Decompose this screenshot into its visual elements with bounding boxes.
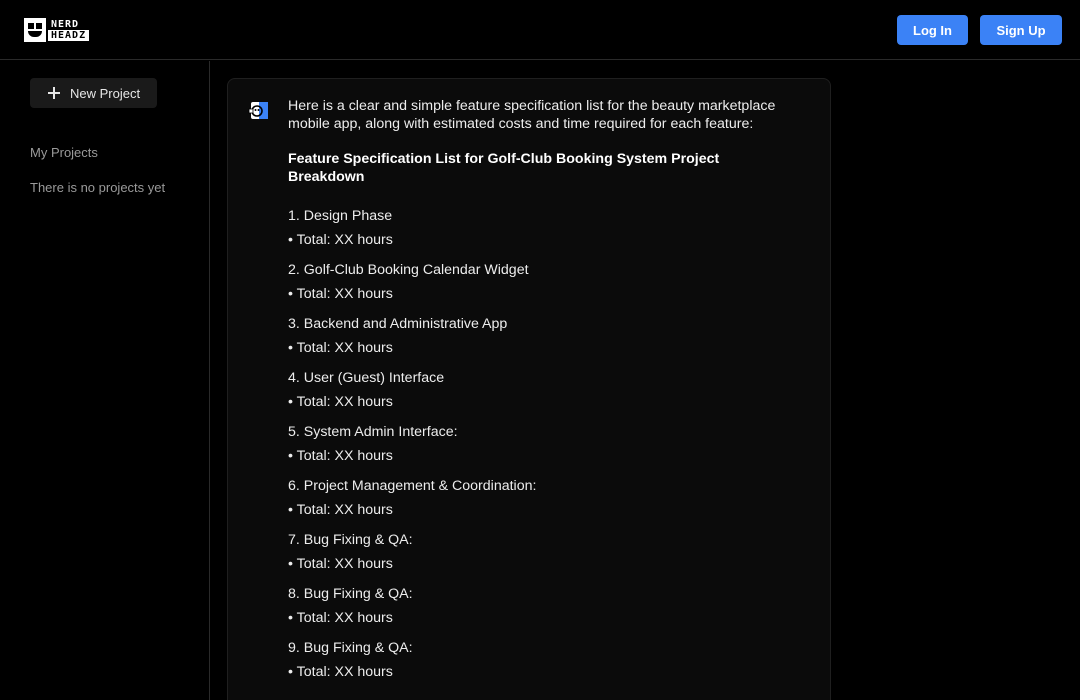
feature-item bbox=[288, 204, 788, 252]
feature-title: 7. Bug Fixing & QA: bbox=[288, 532, 413, 548]
feature-item bbox=[288, 312, 788, 360]
logo-mark-icon bbox=[24, 18, 46, 42]
empty-projects-text: There is no projects yet bbox=[30, 180, 166, 195]
feature-title: 4. User (Guest) Interface bbox=[288, 370, 445, 386]
feature-total: • Total: XX hours bbox=[288, 502, 393, 518]
feature-total: • Total: XX hours bbox=[288, 448, 393, 464]
feature-title: 8. Bug Fixing & QA: bbox=[288, 586, 413, 602]
logo-text-line-1: NERD bbox=[48, 19, 89, 30]
my-projects-heading: My Projects bbox=[30, 145, 98, 160]
feature-item bbox=[288, 636, 788, 684]
feature-total: • Total: XX hours bbox=[288, 664, 393, 680]
feature-total: • Total: XX hours bbox=[288, 340, 393, 356]
message-heading: Feature Specification List for Golf-Club Booking System Project Breakdown bbox=[288, 151, 720, 185]
feature-title: 5. System Admin Interface: bbox=[288, 424, 458, 440]
sign-up-button[interactable]: Sign Up bbox=[980, 15, 1062, 45]
logo-text-line-2: HEADZ bbox=[48, 30, 89, 41]
feature-total: • Total: XX hours bbox=[288, 556, 393, 572]
feature-title: 2. Golf-Club Booking Calendar Widget bbox=[288, 262, 529, 278]
assistant-avatar-icon bbox=[248, 99, 270, 121]
feature-title: 6. Project Management & Coordination: bbox=[288, 478, 537, 494]
feature-title: 9. Bug Fixing & QA: bbox=[288, 640, 413, 656]
assistant-message bbox=[288, 97, 788, 690]
feature-title: 3. Backend and Administrative App bbox=[288, 316, 508, 332]
assistant-message-card bbox=[227, 78, 831, 700]
feature-title: 1. Design Phase bbox=[288, 208, 393, 224]
feature-total: • Total: XX hours bbox=[288, 286, 393, 302]
feature-item bbox=[288, 528, 788, 576]
feature-total: • Total: XX hours bbox=[288, 232, 393, 248]
new-project-label: New Project bbox=[70, 85, 141, 101]
feature-item bbox=[288, 366, 788, 414]
feature-item bbox=[288, 582, 788, 630]
feature-total: • Total: XX hours bbox=[288, 610, 393, 626]
sidebar bbox=[0, 61, 210, 700]
feature-total: • Total: XX hours bbox=[288, 394, 393, 410]
nerdheadz-logo[interactable] bbox=[24, 18, 102, 42]
log-in-button[interactable]: Log In bbox=[897, 15, 968, 45]
feature-item bbox=[288, 258, 788, 306]
new-project-button[interactable] bbox=[30, 78, 157, 108]
top-bar bbox=[0, 0, 1080, 60]
feature-item bbox=[288, 474, 788, 522]
message-intro: Here is a clear and simple feature specification list for the beauty marketplace mobile app, along with estimated costs and time required for each feature: bbox=[288, 98, 776, 132]
feature-item bbox=[288, 420, 788, 468]
plus-icon bbox=[48, 87, 60, 99]
